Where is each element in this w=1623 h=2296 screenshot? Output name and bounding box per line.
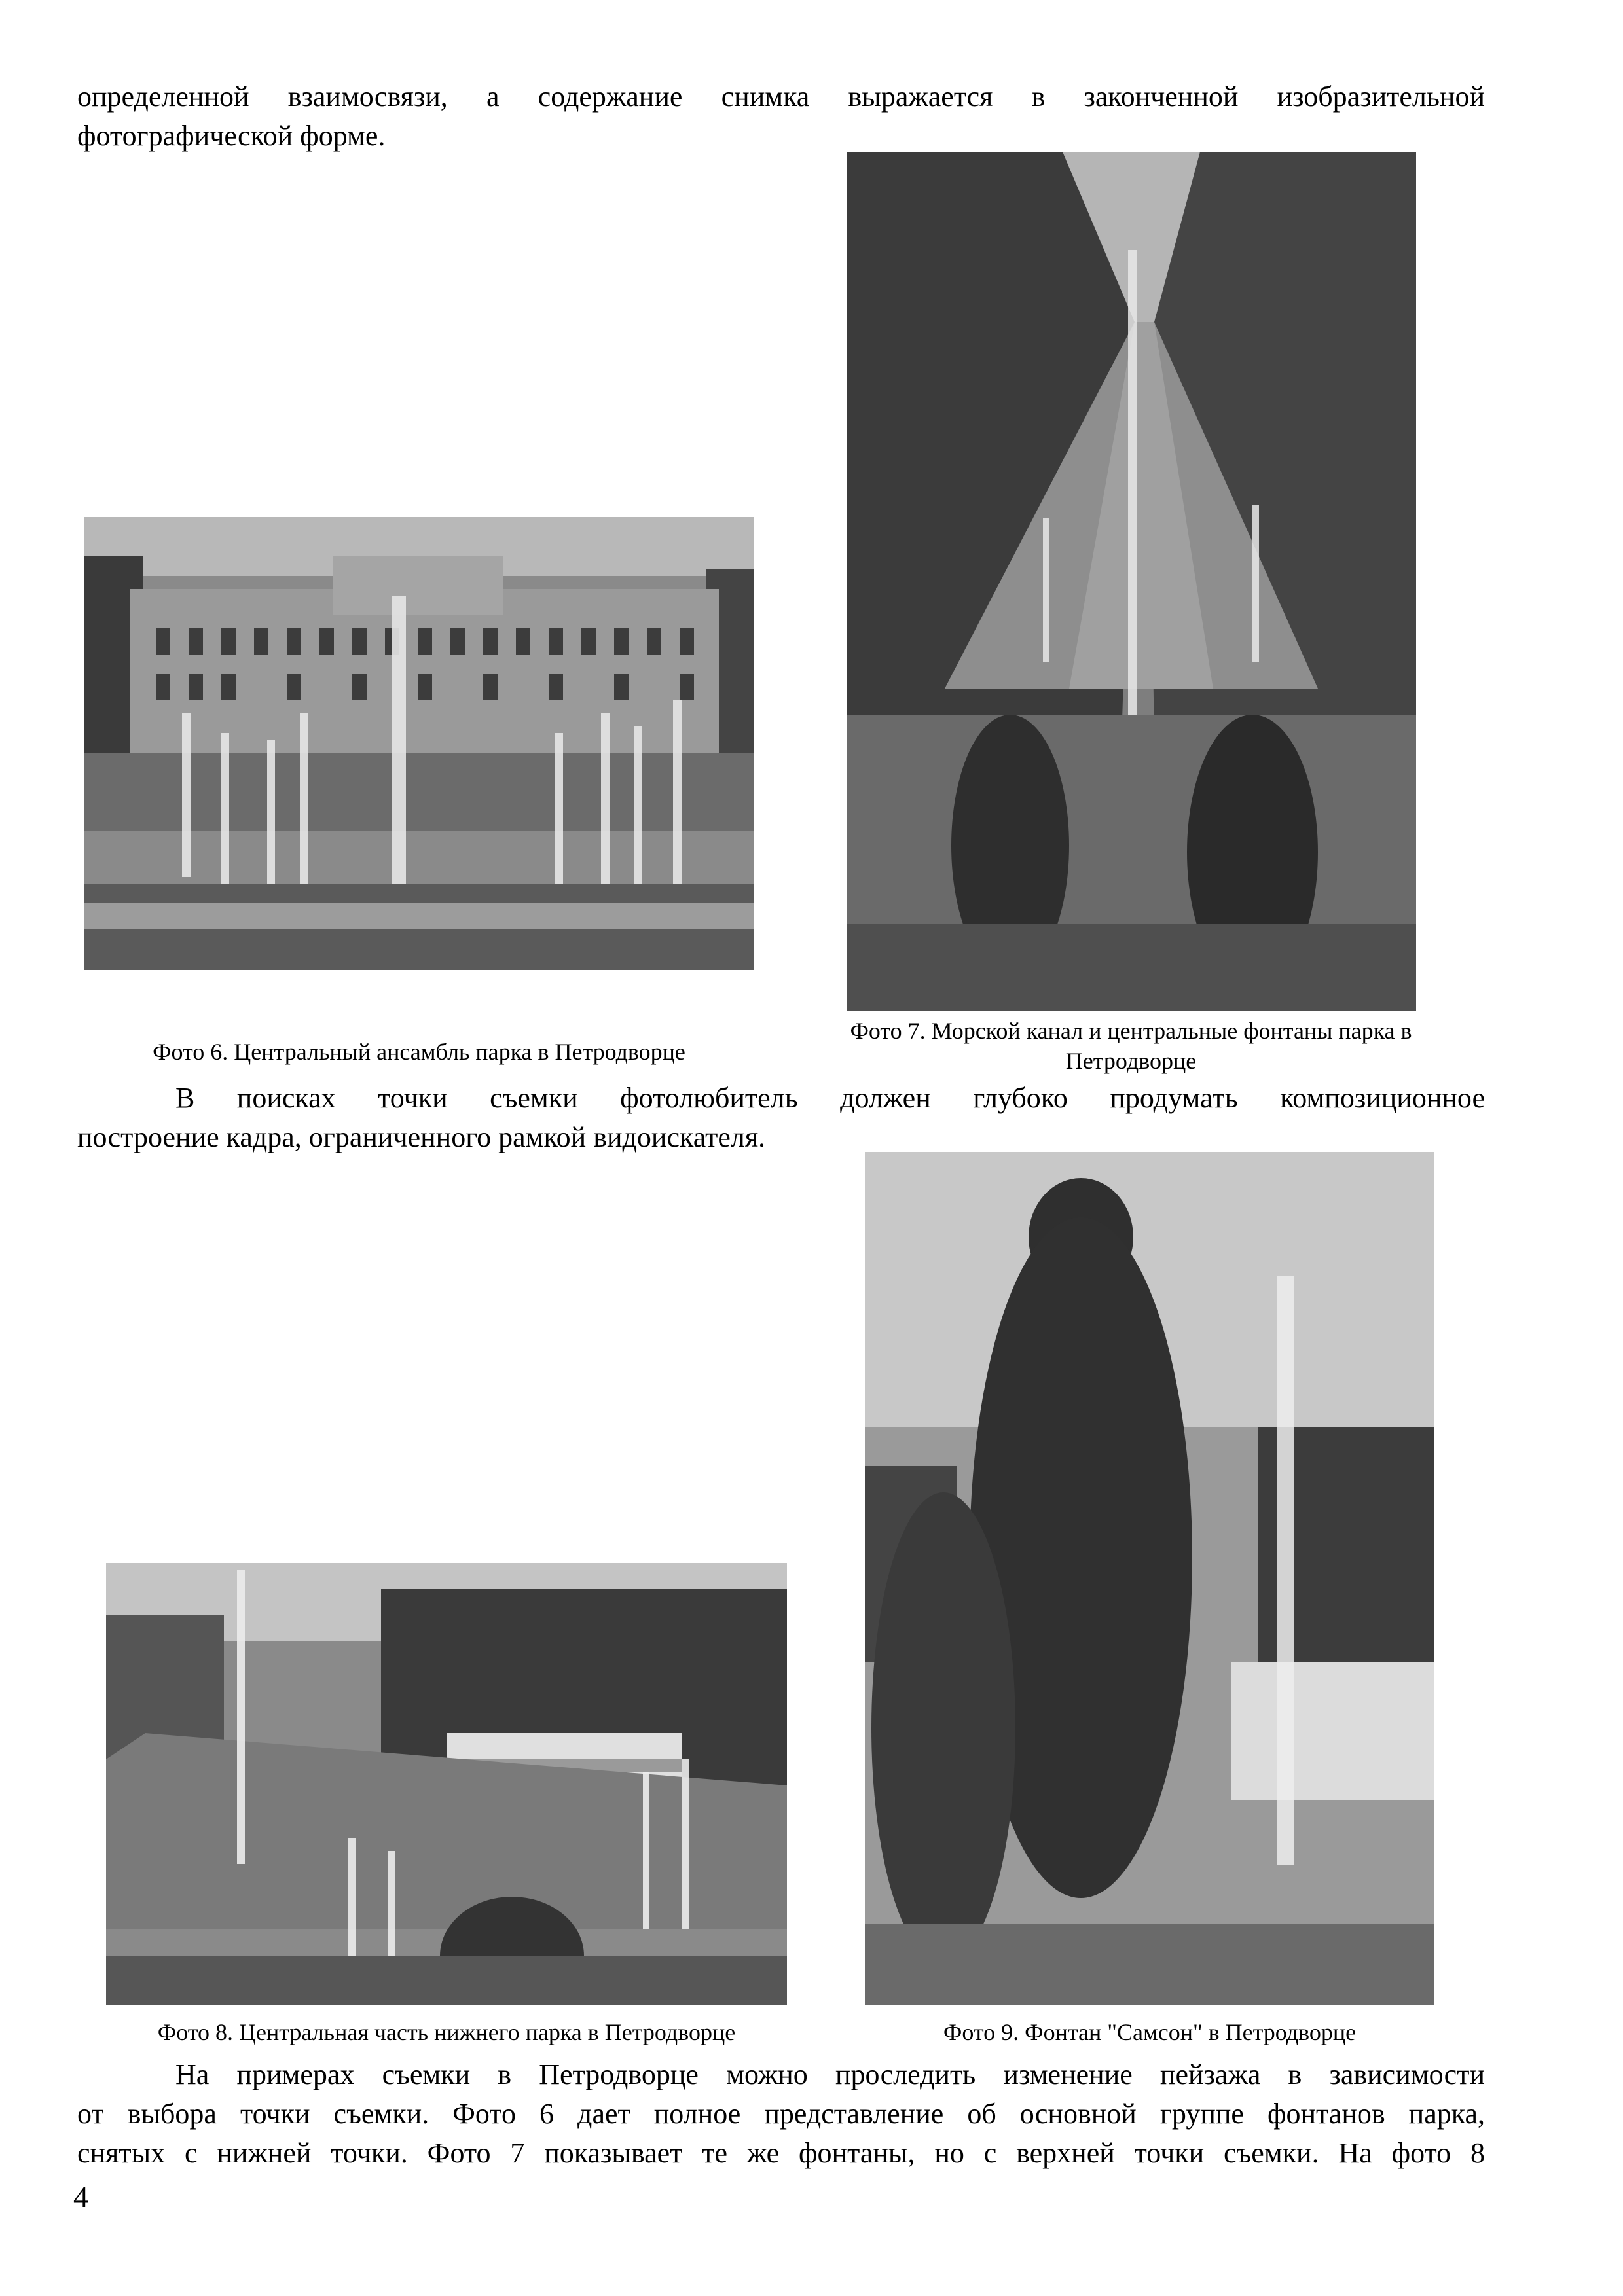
- paragraph-line: фотографической форме.: [77, 120, 386, 152]
- photo-9-samson-fountain: [865, 1152, 1434, 2005]
- photo-7-sea-canal: [847, 152, 1416, 1011]
- photo-9-image: [865, 1152, 1434, 2005]
- photo-6-image: [84, 517, 754, 970]
- paragraph-viewpoint: [77, 1079, 1485, 1157]
- paragraph-continuation: [77, 77, 1485, 156]
- caption-photo-6: Фото 6. Центральный ансамбль парка в Петродворце: [153, 1039, 685, 1065]
- paragraph-line: определенной взаимосвязи, а содержание снимка выражается в законченной изобразительной: [77, 81, 1485, 113]
- paragraph-line: построение кадра, ограниченного рамкой видоискателя.: [77, 1121, 766, 1153]
- photo-7-image: [847, 152, 1416, 1011]
- paragraph-line: В поисках точки съемки фотолюбитель должен глубоко продумать композиционное: [175, 1082, 1485, 1114]
- caption-photo-7: [786, 1016, 1476, 1076]
- caption-photo-7-line: Фото 7. Морской канал и центральные фонтаны парка в: [850, 1018, 1412, 1044]
- paragraph-examples: [77, 2055, 1485, 2173]
- caption-photo-8: Фото 8. Центральная часть нижнего парка в Петродворце: [157, 2019, 736, 2045]
- photo-8-image: [106, 1563, 787, 2005]
- caption-photo-7-line: Петродворце: [1065, 1048, 1197, 1074]
- photo-6-palace-fountains: [84, 517, 754, 970]
- caption-photo-9: Фото 9. Фонтан "Самсон" в Петродворце: [943, 2019, 1357, 2045]
- photo-8-lower-park: [106, 1563, 787, 2005]
- paragraph-line: от выбора точки съемки. Фото 6 дает полное представление об основной группе фонтанов парка,: [77, 2098, 1485, 2130]
- page-number: 4: [73, 2180, 88, 2214]
- paragraph-line: снятых с нижней точки. Фото 7 показывает те же фонтаны, но с верхней точки съемки. На фото 8: [77, 2137, 1485, 2169]
- paragraph-line: На примерах съемки в Петродворце можно проследить изменение пейзажа в зависимости: [175, 2058, 1485, 2090]
